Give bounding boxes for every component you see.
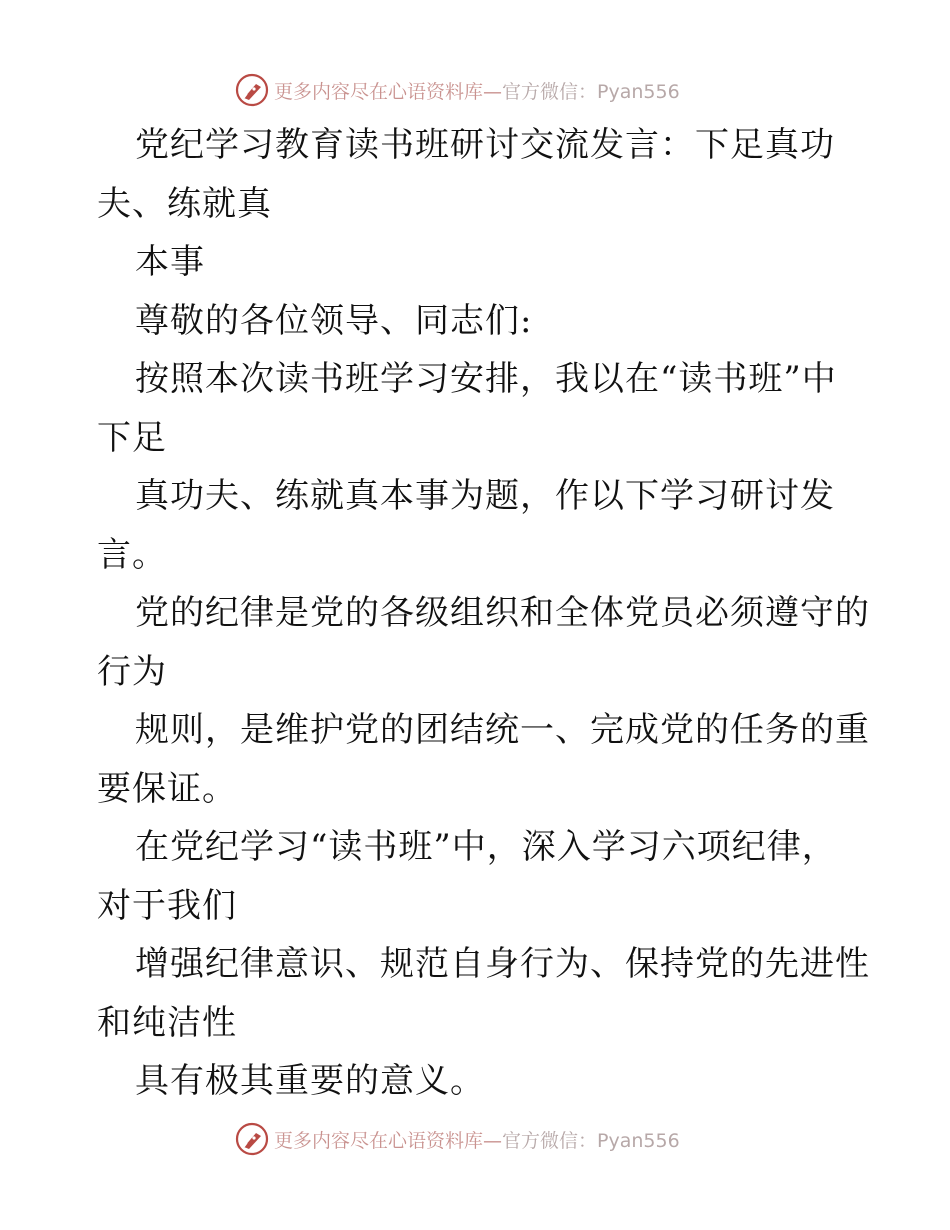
paragraph-line: 言。 [97,534,167,575]
paragraph-line: 和纯洁性 [97,1002,237,1043]
paragraph-line: 下足 [97,417,167,458]
document-body [97,116,877,1111]
paragraph-line: 对于我们 [97,885,237,926]
pen-nib-logo-icon [234,72,270,108]
watermark-separator: — [483,1129,503,1152]
paragraph-line: 党的纪律是党的各级组织和全体党员必须遵守的 [135,593,870,633]
title-line-3: 本事 [135,242,205,282]
watermark-main-text: 更多内容尽在心语资料库 [274,80,484,103]
paragraph-line: 按照本次读书班学习安排，我以在“读书班”中 [135,359,837,399]
paragraph-line: 具有极其重要的意义。 [135,1061,485,1101]
title-line-1: 党纪学习教育读书班研讨交流发言：下足真功 [135,125,835,165]
watermark-main-text: 更多内容尽在心语资料库 [274,1129,484,1152]
footer-watermark [234,1121,680,1157]
header-watermark [234,72,680,108]
paragraph-line: 规则，是维护党的团结统一、完成党的任务的重 [135,710,870,750]
watermark-contact-text: 官方微信：Pyan556 [502,1129,680,1152]
paragraph-line: 真功夫、练就真本事为题，作以下学习研讨发 [135,476,835,516]
paragraph-line: 在党纪学习“读书班”中，深入学习六项纪律， [135,827,837,867]
pen-nib-logo-icon [234,1121,270,1157]
paragraph-line: 行为 [97,651,167,692]
watermark-separator: — [483,80,503,103]
title-line-2: 夫、练就真 [97,183,272,224]
paragraph-line: 要保证。 [97,768,237,809]
watermark-contact-text: 官方微信：Pyan556 [502,80,680,103]
salutation: 尊敬的各位领导、同志们: [135,300,533,341]
paragraph-line: 增强纪律意识、规范自身行为、保持党的先进性 [135,944,870,984]
